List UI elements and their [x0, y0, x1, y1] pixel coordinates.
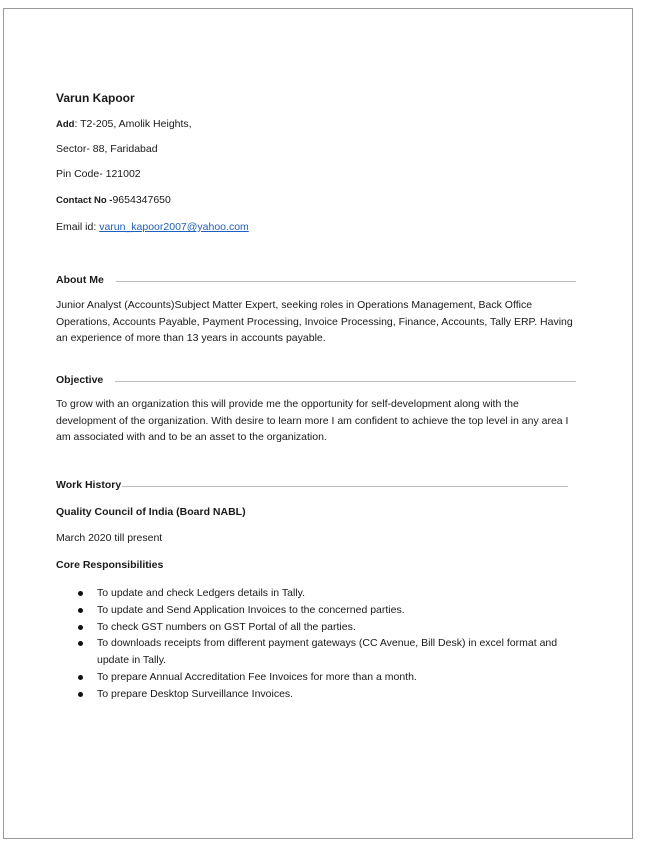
- email-link[interactable]: varun_kapoor2007@yahoo.com: [99, 221, 249, 233]
- email-label: Email id:: [56, 221, 100, 233]
- about-me-text: Junior Analyst (Accounts)Subject Matter Expert, seeking roles in Operations Management, Back Office Operations, Accounts Payable, Payment Processing, Invoice Processing, Finance, Accounts, Tally ERP. Having an experience of more than 13 years in accounts payable.: [56, 299, 573, 344]
- section-divider: [122, 486, 568, 487]
- company-name: Quality Council of India (Board NABL): [56, 506, 246, 518]
- pin-code: Pin Code- 121002: [56, 168, 141, 180]
- list-item: To prepare Desktop Surveillance Invoices.: [56, 686, 576, 703]
- about-me-heading: About Me: [56, 274, 104, 286]
- objective-heading: Objective: [56, 374, 104, 386]
- list-item: To prepare Annual Accreditation Fee Invoices for more than a month.: [56, 669, 576, 686]
- employment-period: March 2020 till present: [56, 532, 163, 544]
- list-item: To downloads receipts from different payment gateways (CC Avenue, Bill Desk) in excel format and update in Tally.: [56, 635, 576, 669]
- address-value: : T2-205, Amolik Heights,: [74, 118, 192, 130]
- candidate-name: Varun Kapoor: [56, 91, 135, 105]
- email-line: [56, 220, 249, 234]
- objective-text: To grow with an organization this will provide me the opportunity for self-development along with the development of the organization. With desire to learn more I am confident to achieve the top level in any area I am associated with and to be an asset to the organization.: [56, 398, 569, 443]
- core-responsibilities-heading: Core Responsibilities: [56, 559, 164, 571]
- objective-section-header: [56, 373, 576, 387]
- contact-label: Contact No -: [56, 195, 113, 206]
- address-label: Add: [56, 119, 75, 130]
- list-item: To update and Send Application Invoices to the concerned parties.: [56, 602, 576, 619]
- section-divider: [115, 381, 576, 382]
- address-line-1: [56, 117, 192, 132]
- section-divider: [116, 281, 576, 282]
- work-history-section-header: [56, 478, 568, 492]
- work-history-heading: Work History: [56, 479, 122, 491]
- list-item: To update and check Ledgers details in Tally.: [56, 585, 576, 602]
- about-me-section-header: [56, 273, 576, 287]
- address-line-2: Sector- 88, Faridabad: [56, 143, 158, 155]
- contact-number-line: [56, 193, 171, 208]
- list-item: To check GST numbers on GST Portal of all the parties.: [56, 619, 576, 636]
- responsibilities-list: [56, 585, 576, 703]
- contact-number: 9654347650: [112, 194, 171, 206]
